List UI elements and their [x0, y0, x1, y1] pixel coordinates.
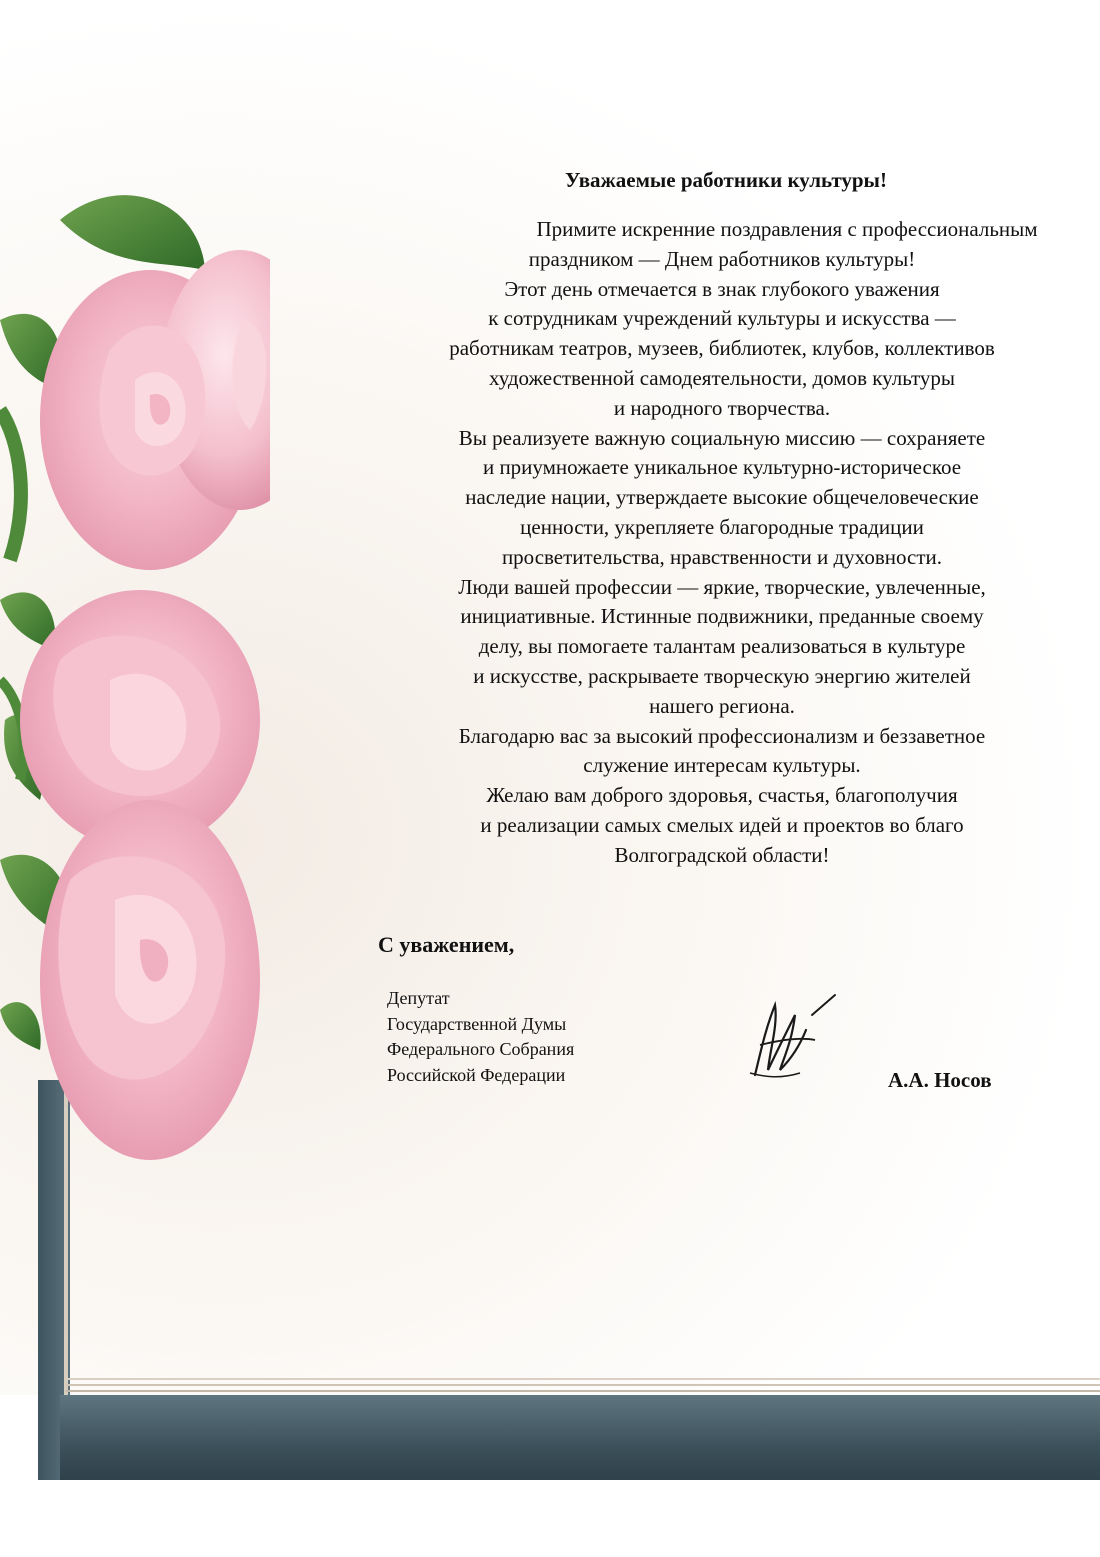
- letter-line: к сотрудникам учреждений культуры и искусства —: [488, 306, 956, 331]
- position-line: Государственной Думы: [387, 1013, 567, 1034]
- letter-line: служение интересам культуры.: [583, 753, 861, 778]
- letter-line: ценности, укрепляете благородные традиции: [520, 514, 924, 539]
- letter-line: художественной самодеятельности, домов культуры: [489, 365, 955, 390]
- letter-line: Благодарю вас за высокий профессионализм и беззаветное: [458, 723, 986, 748]
- letter-line: Волгоградской области!: [614, 842, 830, 867]
- letter-line: Желаю вам доброго здоровья, счастья, благополучия: [486, 783, 958, 808]
- pink-roses-decoration: [0, 180, 270, 1210]
- closing-phrase: С уважением,: [378, 932, 515, 957]
- letter-body: [372, 168, 1072, 871]
- letter-line: и реализации самых смелых идей и проектов во благо: [480, 812, 964, 837]
- letter-line: и приумножаете уникальное культурно-историческое: [482, 455, 962, 480]
- letter-text: [372, 215, 1072, 871]
- signer-position: [387, 986, 574, 1088]
- letter-line: работникам театров, музеев, библиотек, клубов, коллективов: [449, 336, 995, 361]
- book-page-edge: [66, 1384, 1100, 1386]
- letter-line: Вы реализуете важную социальную миссию — сохраняете: [458, 425, 986, 450]
- position-line: Российской Федерации: [387, 1064, 566, 1085]
- letter-line: и народного творчества.: [613, 395, 831, 420]
- position-line: Федерального Собрания: [387, 1039, 575, 1059]
- letter-line: инициативные. Истинные подвижники, преданные своему: [460, 604, 984, 629]
- handwritten-signature: [740, 985, 850, 1085]
- book-cover: [60, 1395, 1100, 1480]
- letter-line: Этот день отмечается в знак глубокого уважения: [504, 276, 940, 301]
- letter-line: просветительства, нравственности и духовности.: [501, 544, 943, 569]
- bottom-margin: [0, 1480, 1100, 1557]
- signer-name: А.А. Носов: [888, 1068, 992, 1092]
- book-page-edge: [66, 1390, 1100, 1392]
- letter-line: праздником — Днем работников культуры!: [528, 246, 916, 271]
- letter-line: наследие нации, утверждаете высокие общечеловеческие: [465, 485, 979, 510]
- letter-line: Люди вашей профессии — яркие, творческие, увлеченные,: [458, 574, 986, 599]
- book-page-edge: [66, 1378, 1100, 1380]
- letter-heading: Уважаемые работники культуры!: [565, 168, 887, 192]
- position-line: Депутат: [387, 988, 450, 1008]
- letter-line: Примите искренние поздравления с профессиональным: [536, 217, 1038, 241]
- letter-line: делу, вы помогаете талантам реализоваться в культуре: [478, 634, 966, 659]
- letter-line: и искусстве, раскрываете творческую энергию жителей: [473, 663, 971, 688]
- letter-line: нашего региона.: [649, 693, 795, 718]
